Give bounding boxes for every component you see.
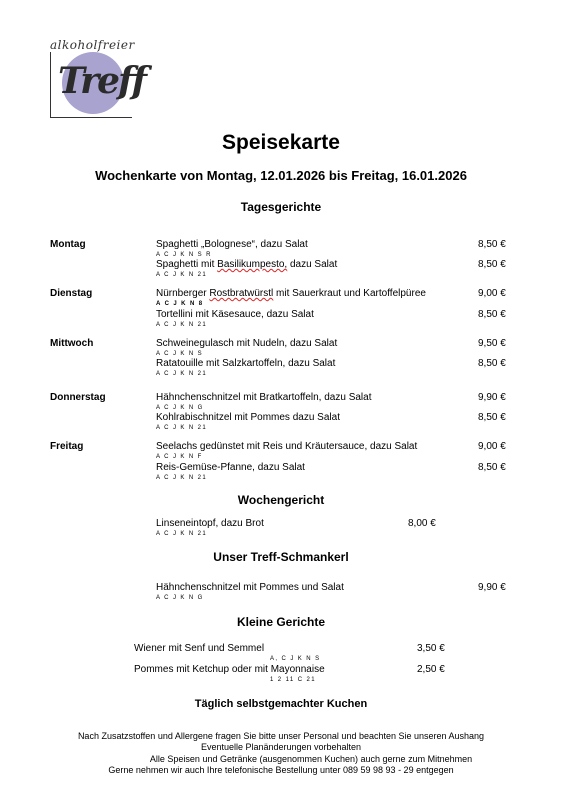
section-weekly: Wochengericht <box>237 493 325 507</box>
allergen-codes: A C J K N S <box>156 351 204 357</box>
dish-price: 2,50 € <box>417 664 445 675</box>
section-special: Unser Treff-Schmankerl <box>213 550 349 564</box>
dish-price: 8,50 € <box>478 239 506 250</box>
dish-price: 9,00 € <box>478 441 506 452</box>
allergen-codes: A C J K N 21 <box>156 371 208 377</box>
allergen-codes: A C J K N S R <box>156 252 212 258</box>
allergen-codes: A C J K N 21 <box>156 475 208 481</box>
day-label: Donnerstag <box>50 392 106 403</box>
allergen-codes: A C J K N G <box>156 595 204 601</box>
dish-price: 9,50 € <box>478 338 506 349</box>
allergen-codes: A, C J K N S <box>270 656 321 662</box>
dish-name: Ratatouille mit Salzkartoffeln, dazu Salat <box>156 358 336 369</box>
day-label: Mittwoch <box>50 338 94 349</box>
allergen-codes: A C J K N 21 <box>156 322 208 328</box>
dish-name: Reis-Gemüse-Pfanne, dazu Salat <box>156 462 305 473</box>
logo-word: alkoholfreier <box>50 38 135 52</box>
dish-name: Tortellini mit Käsesauce, dazu Salat <box>156 309 314 320</box>
logo-mark: Treff <box>58 60 146 102</box>
allergen-codes: A C J K N G <box>156 405 204 411</box>
footer-line: Gerne nehmen wir auch Ihre telefonische Bestellung unter 089 59 98 93 - 29 entgegen <box>108 765 454 775</box>
page-title: Speisekarte <box>222 131 340 154</box>
day-label: Freitag <box>50 441 84 452</box>
dish-price: 8,50 € <box>478 358 506 369</box>
footer-line: Alle Speisen und Getränke (ausgenommen Kuchen) auch gerne zum Mitnehmen <box>149 754 473 764</box>
dish-price: 3,50 € <box>417 643 445 654</box>
section-small: Kleine Gerichte <box>236 615 326 629</box>
logo-rule-horizontal <box>50 117 132 118</box>
dish-name: Hähnchenschnitzel mit Pommes und Salat <box>156 582 344 593</box>
dish-name: Nürnberger Rostbratwürstl mit Sauerkraut und Kartoffelpüree <box>156 288 426 299</box>
allergen-codes: A C J K N F <box>156 454 203 460</box>
dish-price: 8,50 € <box>478 462 506 473</box>
dish-name: Wiener mit Senf und Semmel <box>134 643 265 654</box>
dish-name: Seelachs gedünstet mit Reis und Kräutersauce, dazu Salat <box>156 441 418 452</box>
dish-price: 9,90 € <box>478 582 506 593</box>
dish-price: 9,00 € <box>478 288 506 299</box>
dish-name: Pommes mit Ketchup oder mit Mayonnaise <box>134 664 325 675</box>
day-label: Montag <box>50 239 86 250</box>
logo-rule-vertical <box>50 52 51 118</box>
allergen-codes: A C J K N 21 <box>156 425 208 431</box>
allergen-codes: 1 2 11 C 21 <box>270 677 316 683</box>
footer-line: Nach Zusatzstoffen und Allergene fragen Sie bitte unser Personal und beachten Sie unseren Aushang <box>77 731 485 741</box>
day-label: Dienstag <box>50 288 93 299</box>
dish-name: Schweinegulasch mit Nudeln, dazu Salat <box>156 338 338 349</box>
allergen-codes: A C J K N 8 <box>156 301 204 307</box>
section-cake: Täglich selbstgemachter Kuchen <box>194 698 368 710</box>
dish-price: 9,90 € <box>478 392 506 403</box>
dish-name: Kohlrabischnitzel mit Pommes dazu Salat <box>156 412 340 423</box>
section-daily: Tagesgerichte <box>240 200 322 214</box>
dish-price: 8,50 € <box>478 412 506 423</box>
dish-name: Spaghetti „Bolognese“, dazu Salat <box>156 239 308 250</box>
allergen-codes: A C J K N 21 <box>156 272 208 278</box>
dish-price: 8,50 € <box>478 259 506 270</box>
dish-name: Spaghetti mit Basilikumpesto, dazu Salat <box>156 259 338 270</box>
dish-name: Hähnchenschnitzel mit Bratkartoffeln, dazu Salat <box>156 392 372 403</box>
allergen-codes: A C J K N 21 <box>156 531 208 537</box>
week-subtitle: Wochenkarte von Montag, 12.01.2026 bis Freitag, 16.01.2026 <box>95 168 467 183</box>
dish-name: Linseneintopf, dazu Brot <box>156 518 264 529</box>
dish-price: 8,50 € <box>478 309 506 320</box>
footer-line: Eventuelle Planänderungen vorbehalten <box>200 742 362 752</box>
dish-price: 8,00 € <box>408 518 436 529</box>
